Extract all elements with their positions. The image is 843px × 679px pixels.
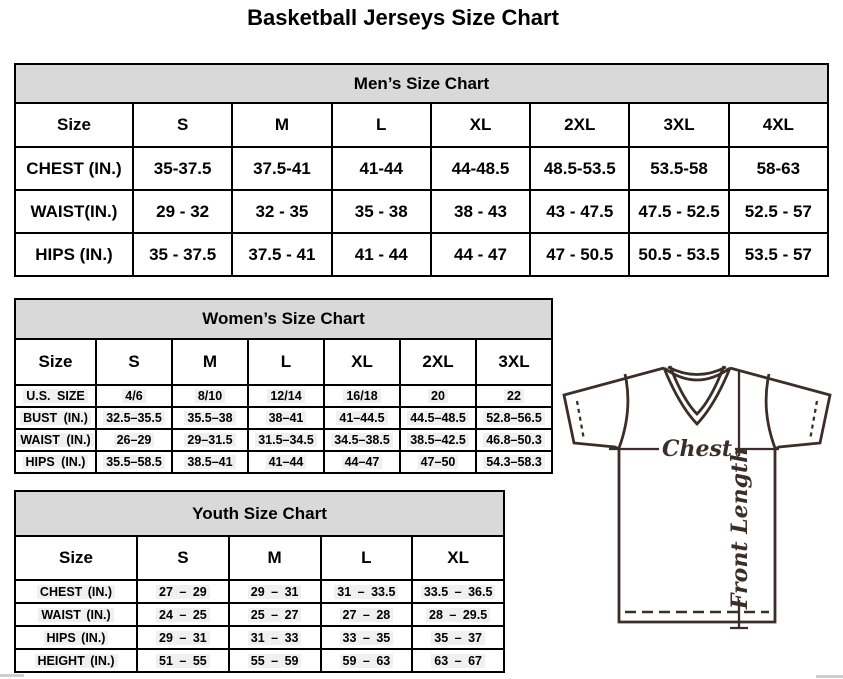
row-label: BUST (IN.) — [15, 407, 96, 429]
table-cell: 41 - 44 — [332, 233, 431, 276]
table-cell: 35 - 37.5 — [133, 233, 232, 276]
table-cell: 47–50 — [400, 451, 476, 473]
table-title: Women’s Size Chart — [15, 299, 552, 339]
table-cell: 51 – 55 — [137, 649, 229, 672]
table-cell: 25 – 27 — [229, 603, 321, 626]
table-cell: 46.8–50.3 — [476, 429, 552, 451]
column-header: S — [137, 536, 229, 580]
column-header: L — [321, 536, 413, 580]
womens-size-table — [14, 298, 553, 474]
left-armhole-seam — [619, 374, 628, 448]
table-cell: 59 – 63 — [321, 649, 413, 672]
column-header: S — [96, 339, 172, 385]
table-cell: 38.5–42.5 — [400, 429, 476, 451]
table-title: Youth Size Chart — [15, 491, 504, 536]
table-cell: 58-63 — [729, 147, 828, 190]
table-cell: 31 – 33 — [229, 626, 321, 649]
table-cell: 44.5–48.5 — [400, 407, 476, 429]
table-title-row — [15, 64, 828, 103]
table-cell: 22 — [476, 385, 552, 407]
table-cell: 27 – 29 — [137, 580, 229, 603]
column-header: 2XL — [530, 103, 629, 147]
column-header: 2XL — [400, 339, 476, 385]
table-cell: 52.8–56.5 — [476, 407, 552, 429]
table-cell: 8/10 — [172, 385, 248, 407]
table-cell: 47.5 - 52.5 — [629, 190, 728, 233]
table-cell: 38.5–41 — [172, 451, 248, 473]
table-cell: 52.5 - 57 — [729, 190, 828, 233]
table-row — [15, 649, 504, 672]
column-header: Size — [15, 536, 137, 580]
table-row — [15, 626, 504, 649]
table-cell: 32.5–35.5 — [96, 407, 172, 429]
table-cell: 54.3–58.3 — [476, 451, 552, 473]
column-header: 4XL — [729, 103, 828, 147]
table-cell: 31.5–34.5 — [248, 429, 324, 451]
table-title: Men’s Size Chart — [15, 64, 828, 103]
table-cell: 35 - 38 — [332, 190, 431, 233]
table-cell: 37.5-41 — [232, 147, 331, 190]
table-cell: 34.5–38.5 — [324, 429, 400, 451]
row-label: HIPS (IN.) — [15, 626, 137, 649]
table-cell: 63 – 67 — [412, 649, 504, 672]
table-row — [15, 385, 552, 407]
table-row — [15, 429, 552, 451]
table-cell: 35.5–58.5 — [96, 451, 172, 473]
table-row — [15, 233, 828, 276]
column-header: S — [133, 103, 232, 147]
table-row — [15, 580, 504, 603]
table-row — [15, 603, 504, 626]
row-label: WAIST (IN.) — [15, 429, 96, 451]
column-header: 3XL — [476, 339, 552, 385]
column-header: XL — [324, 339, 400, 385]
table-cell: 43 - 47.5 — [530, 190, 629, 233]
column-header: M — [232, 103, 331, 147]
table-cell: 33.5 – 36.5 — [412, 580, 504, 603]
column-header: M — [172, 339, 248, 385]
right-cuff-dashed-line — [810, 401, 817, 440]
table-cell: 53.5-58 — [629, 147, 728, 190]
row-label: WAIST (IN.) — [15, 603, 137, 626]
table-cell: 41–44.5 — [324, 407, 400, 429]
chest-label: Chest — [661, 436, 733, 462]
table-cell: 50.5 - 53.5 — [629, 233, 728, 276]
youth-size-table — [14, 490, 505, 673]
table-cell: 29–31.5 — [172, 429, 248, 451]
column-header: Size — [15, 339, 96, 385]
column-header: XL — [431, 103, 530, 147]
table-cell: 4/6 — [96, 385, 172, 407]
row-label: CHEST (IN.) — [15, 147, 133, 190]
column-header: M — [229, 536, 321, 580]
table-cell: 55 – 59 — [229, 649, 321, 672]
table-cell: 47 - 50.5 — [530, 233, 629, 276]
table-cell: 35-37.5 — [133, 147, 232, 190]
table-cell: 32 - 35 — [232, 190, 331, 233]
row-label: WAIST(IN.) — [15, 190, 133, 233]
scrollbar-fragment-right — [816, 675, 843, 678]
table-title-row — [15, 491, 504, 536]
table-row — [15, 451, 552, 473]
table-cell: 27 – 28 — [321, 603, 413, 626]
table-cell: 29 - 32 — [133, 190, 232, 233]
table-cell: 29 – 31 — [137, 626, 229, 649]
table-cell: 41–44 — [248, 451, 324, 473]
jersey-outline — [564, 368, 830, 622]
column-header-row — [15, 103, 828, 147]
table-cell: 33 – 35 — [321, 626, 413, 649]
table-row — [15, 147, 828, 190]
table-cell: 44 - 47 — [431, 233, 530, 276]
mens-size-table — [14, 63, 829, 277]
table-cell: 44-48.5 — [431, 147, 530, 190]
table-cell: 35 – 37 — [412, 626, 504, 649]
table-cell: 26–29 — [96, 429, 172, 451]
column-header: Size — [15, 103, 133, 147]
row-label: HIPS (IN.) — [15, 233, 133, 276]
column-header: 3XL — [629, 103, 728, 147]
table-cell: 24 – 25 — [137, 603, 229, 626]
collar-back-arc-inner — [668, 367, 726, 375]
row-label: HIPS (IN.) — [15, 451, 96, 473]
table-cell: 41-44 — [332, 147, 431, 190]
table-cell: 29 – 31 — [229, 580, 321, 603]
table-cell: 37.5 - 41 — [232, 233, 331, 276]
table-title-row — [15, 299, 552, 339]
jersey-measurement-diagram — [555, 360, 843, 679]
row-label: HEIGHT (IN.) — [15, 649, 137, 672]
left-cuff-dashed-line — [577, 401, 584, 440]
table-cell: 48.5-53.5 — [530, 147, 629, 190]
table-cell: 38 - 43 — [431, 190, 530, 233]
table-cell: 31 – 33.5 — [321, 580, 413, 603]
row-label: CHEST (IN.) — [15, 580, 137, 603]
table-cell: 44–47 — [324, 451, 400, 473]
column-header: L — [248, 339, 324, 385]
table-cell: 53.5 - 57 — [729, 233, 828, 276]
column-header-row — [15, 339, 552, 385]
table-row — [15, 190, 828, 233]
table-cell: 12/14 — [248, 385, 324, 407]
table-row — [15, 407, 552, 429]
right-armhole-seam — [766, 374, 775, 448]
page-title: Basketball Jerseys Size Chart — [247, 5, 559, 30]
table-cell: 38–41 — [248, 407, 324, 429]
column-header-row — [15, 536, 504, 580]
table-cell: 16/18 — [324, 385, 400, 407]
table-cell: 20 — [400, 385, 476, 407]
column-header: XL — [412, 536, 504, 580]
table-cell: 35.5–38 — [172, 407, 248, 429]
front-length-label: Front Length — [727, 446, 753, 610]
row-label: U.S. SIZE — [15, 385, 96, 407]
table-cell: 28 – 29.5 — [412, 603, 504, 626]
column-header: L — [332, 103, 431, 147]
scrollbar-fragment-left — [0, 674, 24, 677]
